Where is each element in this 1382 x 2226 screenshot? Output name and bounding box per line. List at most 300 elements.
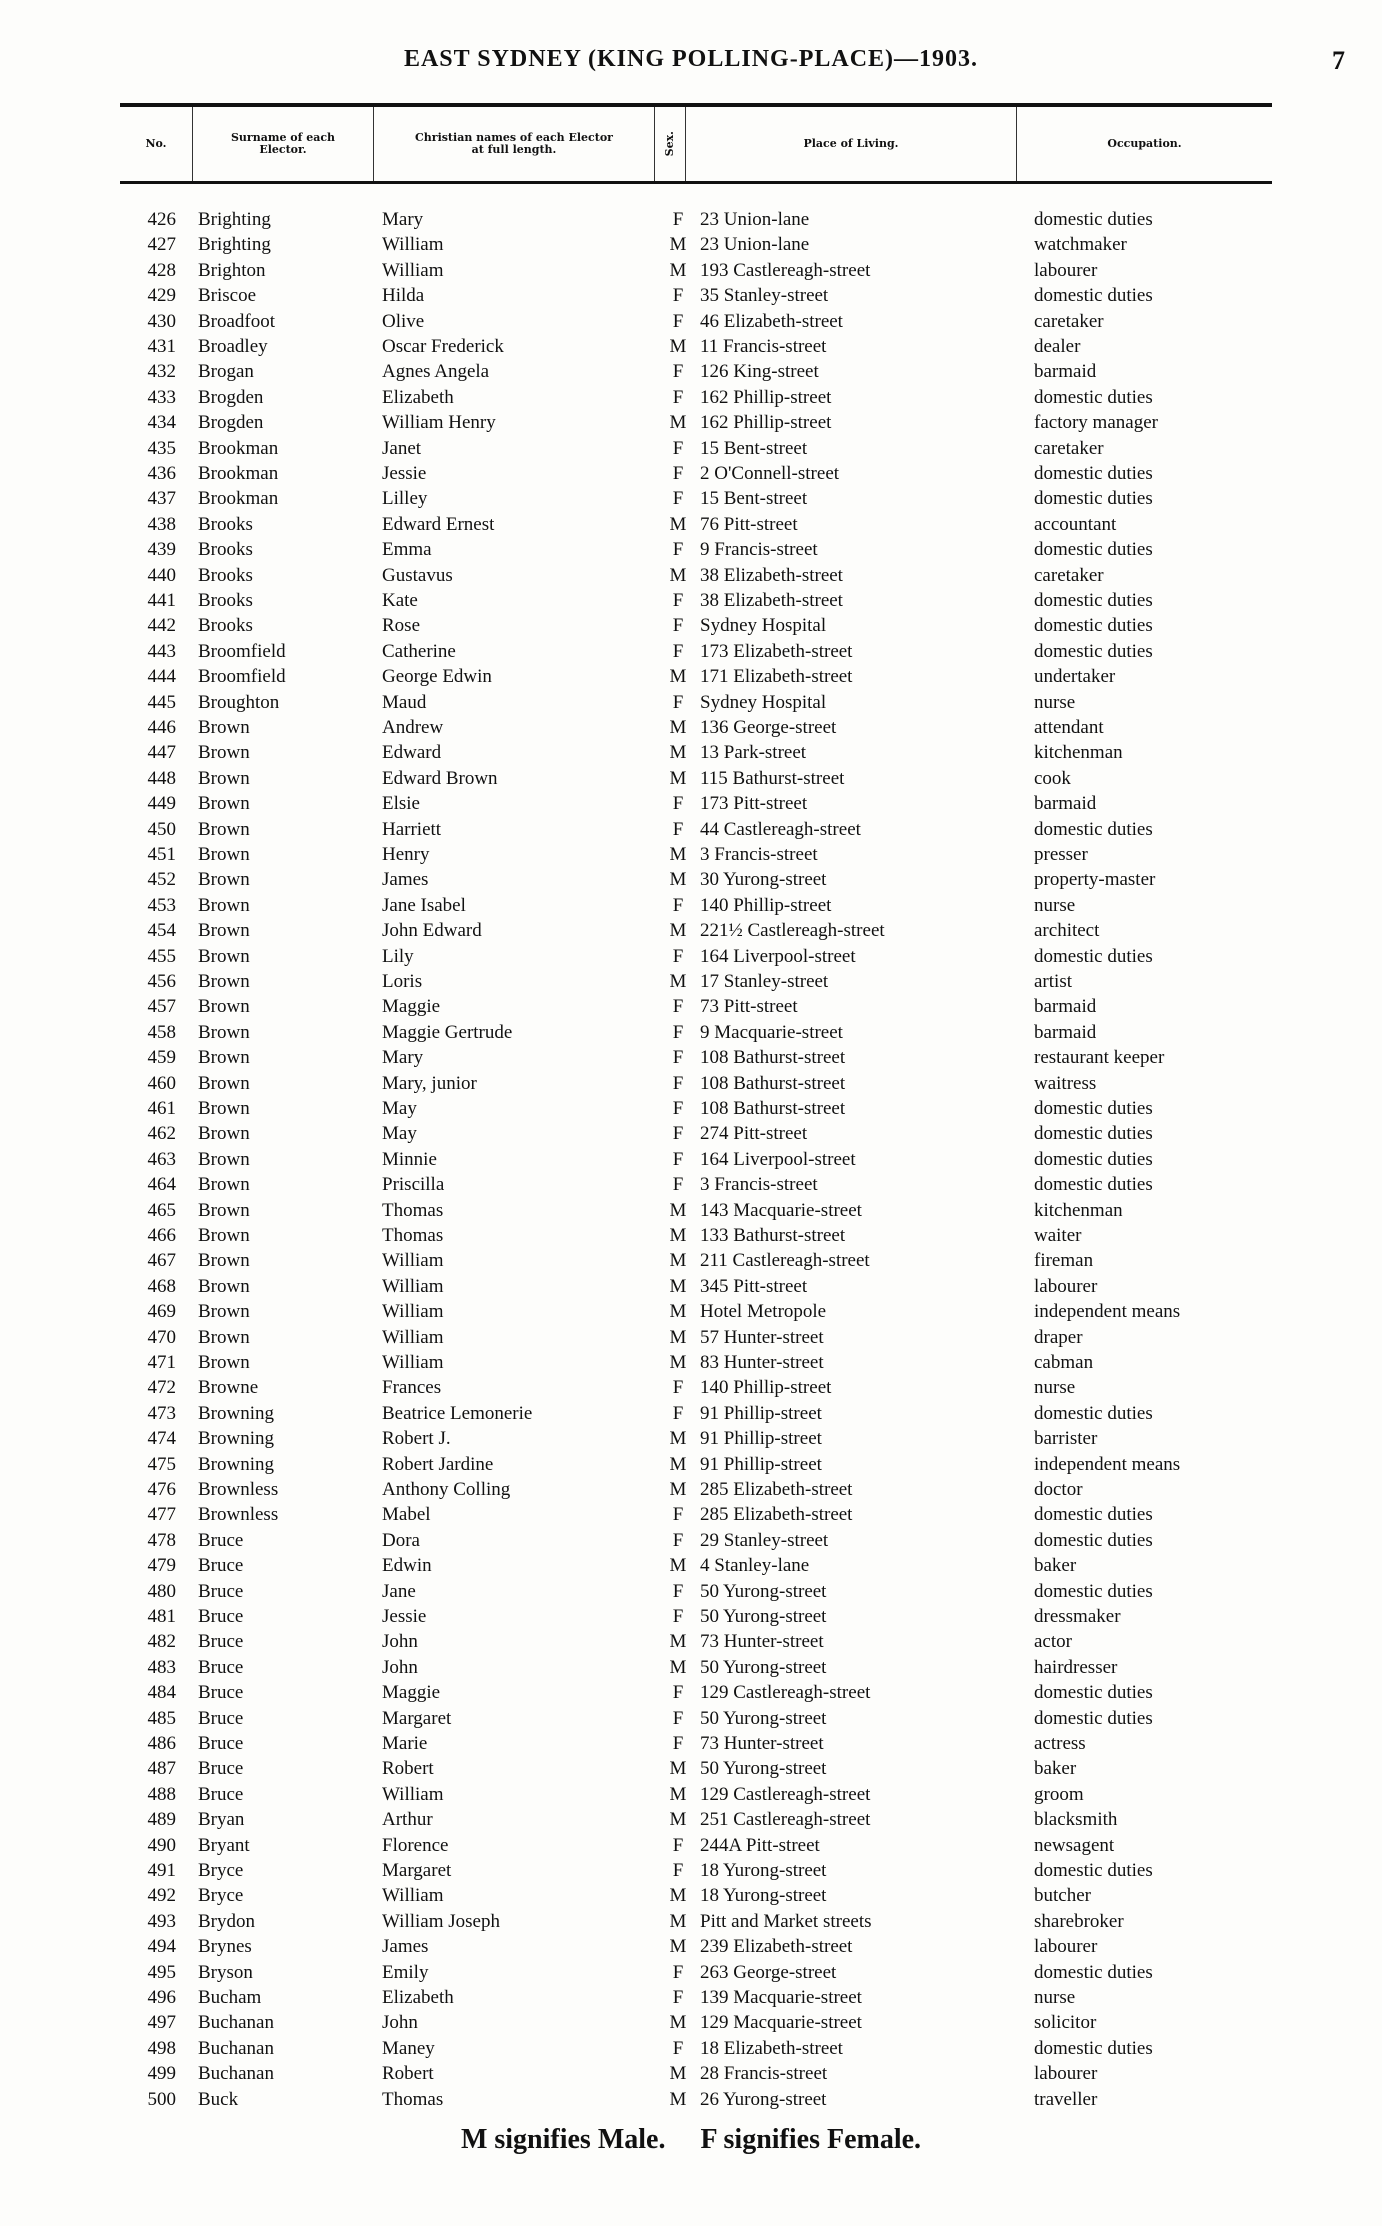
elector-christian-names: Arthur	[382, 1809, 433, 1831]
elector-sex: M	[669, 666, 687, 688]
elector-surname: Brown	[198, 1326, 250, 1348]
elector-christian-names: Mary, junior	[382, 1072, 477, 1094]
elector-occupation: restaurant keeper	[1034, 1047, 1165, 1069]
elector-christian-names: Hilda	[382, 285, 425, 307]
elector-christian-names: Robert	[382, 2063, 434, 2085]
elector-occupation: independent means	[1034, 1453, 1181, 1475]
elector-christian-names: Gustavus	[382, 564, 453, 586]
elector-occupation: actor	[1034, 1631, 1072, 1653]
table-row	[0, 385, 1382, 410]
elector-place-of-living: 140 Phillip-street	[700, 894, 832, 916]
elector-place-of-living: 285 Elizabeth-street	[700, 1504, 853, 1526]
elector-place-of-living: 173 Pitt-street	[700, 793, 808, 815]
table-row	[0, 2087, 1382, 2112]
elector-sex: F	[672, 437, 684, 459]
page-number: 7	[1332, 46, 1345, 75]
header-sex: Sex.	[663, 131, 676, 157]
elector-place-of-living: 15 Bent-street	[700, 488, 808, 510]
elector-christian-names: Oscar Frederick	[382, 336, 504, 357]
elector-christian-names: Marie	[382, 1733, 428, 1754]
elector-place-of-living: 35 Stanley-street	[700, 285, 829, 307]
table-row	[0, 1934, 1382, 1959]
elector-occupation: caretaker	[1034, 310, 1104, 332]
elector-place-of-living: 18 Yurong-street	[700, 1860, 827, 1881]
elector-place-of-living: 50 Yurong-street	[700, 1758, 827, 1780]
elector-sex: M	[669, 920, 687, 942]
elector-surname: Brown	[198, 894, 250, 916]
table-row	[0, 359, 1382, 384]
elector-surname: Brooks	[198, 564, 253, 586]
elector-occupation: domestic duties	[1034, 1860, 1153, 1881]
elector-sex: F	[672, 2037, 684, 2059]
elector-number: 477	[147, 1504, 176, 1526]
table-row	[0, 1248, 1382, 1273]
table-row	[0, 1858, 1382, 1883]
elector-number: 430	[147, 310, 176, 332]
elector-number: 478	[147, 1529, 176, 1551]
table-row	[0, 1274, 1382, 1299]
elector-occupation: attendant	[1034, 717, 1104, 738]
header-no: No.	[145, 137, 167, 150]
table-row	[0, 1426, 1382, 1451]
elector-surname: Bruce	[198, 1707, 244, 1729]
elector-place-of-living: 171 Elizabeth-street	[700, 666, 853, 688]
legend-footer	[0, 2124, 1382, 2156]
elector-christian-names: Edward Ernest	[382, 513, 495, 535]
table-row	[0, 1833, 1382, 1858]
elector-occupation: architect	[1034, 920, 1100, 942]
elector-christian-names: Henry	[382, 844, 430, 865]
elector-occupation: dealer	[1034, 336, 1081, 357]
elector-number: 494	[147, 1936, 176, 1958]
elector-place-of-living: 76 Pitt-street	[700, 513, 798, 535]
elector-surname: Brynes	[198, 1936, 252, 1958]
elector-surname: Browning	[198, 1428, 274, 1450]
elector-christian-names: Emma	[382, 539, 432, 561]
elector-occupation: fireman	[1034, 1250, 1094, 1272]
elector-place-of-living: 239 Elizabeth-street	[700, 1936, 853, 1958]
elector-number: 461	[147, 1098, 176, 1119]
elector-place-of-living: 345 Pitt-street	[700, 1275, 808, 1297]
elector-sex: F	[672, 488, 684, 510]
elector-occupation: baker	[1034, 1758, 1077, 1780]
elector-sex: M	[669, 1758, 687, 1780]
elector-number: 443	[147, 640, 176, 662]
elector-place-of-living: 162 Phillip-street	[700, 412, 832, 434]
table-row	[0, 334, 1382, 359]
elector-christian-names: Thomas	[382, 1199, 444, 1221]
elector-number: 486	[147, 1733, 176, 1754]
elector-surname: Broughton	[198, 691, 280, 713]
elector-occupation: nurse	[1034, 1377, 1076, 1399]
elector-sex: M	[669, 336, 687, 357]
elector-surname: Brown	[198, 844, 250, 865]
elector-christian-names: Priscilla	[382, 1174, 445, 1196]
elector-occupation: nurse	[1034, 894, 1076, 916]
elector-sex: F	[672, 361, 684, 383]
elector-occupation: waitress	[1034, 1072, 1097, 1094]
elector-number: 465	[147, 1199, 176, 1221]
elector-sex: F	[672, 1504, 684, 1526]
elector-number: 441	[147, 590, 176, 611]
elector-place-of-living: 50 Yurong-street	[700, 1656, 827, 1678]
elector-sex: M	[669, 1275, 687, 1297]
elector-occupation: hairdresser	[1034, 1656, 1118, 1678]
elector-place-of-living: 28 Francis-street	[700, 2063, 828, 2085]
table-row	[0, 1350, 1382, 1375]
elector-sex: M	[669, 1352, 687, 1373]
elector-sex: F	[672, 1529, 684, 1551]
elector-christian-names: Jessie	[382, 463, 427, 484]
table-row	[0, 1782, 1382, 1807]
elector-surname: Bruce	[198, 1758, 244, 1780]
elector-sex: M	[669, 259, 687, 281]
elector-number: 482	[147, 1631, 176, 1653]
elector-christian-names: William	[382, 1783, 444, 1805]
elector-number: 474	[147, 1428, 176, 1450]
header-occupation: Occupation.	[1107, 137, 1182, 150]
elector-number: 500	[147, 2088, 176, 2110]
elector-surname: Brown	[198, 996, 250, 1018]
table-header	[120, 103, 1272, 184]
legend-male: M signifies Male.	[460, 2124, 666, 2155]
elector-christian-names: Catherine	[382, 640, 456, 662]
elector-place-of-living: 50 Yurong-street	[700, 1580, 827, 1602]
elector-surname: Brown	[198, 1072, 250, 1094]
elector-surname: Brown	[198, 1250, 250, 1272]
table-row	[0, 1299, 1382, 1324]
elector-surname: Brown	[198, 717, 250, 738]
elector-place-of-living: 9 Francis-street	[700, 539, 818, 561]
elector-occupation: domestic duties	[1034, 1148, 1153, 1170]
table-row	[0, 1960, 1382, 1985]
elector-surname: Brooks	[198, 590, 253, 611]
elector-christian-names: Minnie	[382, 1148, 437, 1170]
elector-christian-names: Andrew	[382, 717, 444, 738]
elector-occupation: nurse	[1034, 1987, 1076, 2008]
elector-christian-names: Kate	[382, 590, 418, 611]
table-row	[0, 867, 1382, 892]
elector-sex: F	[672, 1047, 684, 1069]
elector-occupation: dressmaker	[1034, 1606, 1121, 1627]
elector-sex: F	[672, 1123, 684, 1145]
table-row	[0, 563, 1382, 588]
elector-surname: Broomfield	[198, 666, 286, 688]
elector-number: 427	[147, 234, 176, 256]
elector-number: 459	[147, 1047, 176, 1069]
elector-sex: F	[672, 1860, 684, 1881]
elector-number: 466	[147, 1225, 176, 1246]
elector-number: 468	[147, 1275, 176, 1297]
elector-surname: Brown	[198, 1098, 250, 1119]
elector-occupation: domestic duties	[1034, 1961, 1153, 1983]
elector-christian-names: John	[382, 1656, 418, 1678]
elector-sex: M	[669, 1225, 687, 1246]
elector-occupation: domestic duties	[1034, 285, 1153, 307]
elector-sex: F	[672, 1987, 684, 2008]
elector-sex: F	[672, 818, 684, 840]
elector-number: 492	[147, 1885, 176, 1907]
elector-christian-names: William	[382, 234, 444, 256]
table-row	[0, 1325, 1382, 1350]
elector-occupation: domestic duties	[1034, 1174, 1153, 1196]
table-row	[0, 1477, 1382, 1502]
elector-sex: F	[672, 640, 684, 662]
elector-number: 493	[147, 1910, 176, 1932]
elector-christian-names: Robert J.	[382, 1428, 451, 1450]
elector-sex: F	[672, 1733, 684, 1754]
table-row	[0, 1883, 1382, 1908]
elector-sex: M	[669, 717, 687, 738]
elector-place-of-living: Pitt and Market streets	[700, 1910, 872, 1932]
elector-surname: Brown	[198, 1352, 250, 1373]
elector-christian-names: Olive	[382, 310, 425, 332]
elector-surname: Brown	[198, 1174, 250, 1196]
elector-occupation: accountant	[1034, 513, 1117, 535]
elector-number: 448	[147, 767, 176, 789]
elector-sex: F	[672, 945, 684, 967]
elector-surname: Brown	[198, 1148, 250, 1170]
elector-christian-names: Beatrice Lemonerie	[382, 1402, 533, 1424]
elector-sex: F	[672, 386, 684, 408]
elector-christian-names: William	[382, 1885, 444, 1907]
elector-occupation: cabman	[1034, 1352, 1094, 1373]
elector-christian-names: Florence	[382, 1834, 449, 1856]
elector-surname: Bruce	[198, 1783, 244, 1805]
elector-surname: Buchanan	[198, 2037, 274, 2059]
elector-surname: Brown	[198, 1021, 250, 1043]
elector-place-of-living: 57 Hunter-street	[700, 1326, 824, 1348]
elector-christian-names: John Edward	[382, 920, 482, 942]
elector-sex: M	[669, 2063, 687, 2085]
elector-occupation: domestic duties	[1034, 1682, 1153, 1704]
elector-surname: Bryce	[198, 1860, 244, 1881]
elector-occupation: nurse	[1034, 691, 1076, 713]
elector-christian-names: Rose	[382, 615, 420, 637]
elector-surname: Bruce	[198, 1656, 244, 1678]
elector-occupation: draper	[1034, 1326, 1083, 1348]
elector-surname: Bruce	[198, 1529, 244, 1551]
elector-sex: M	[669, 234, 687, 256]
table-row	[0, 1756, 1382, 1781]
elector-surname: Bruce	[198, 1733, 244, 1754]
elector-number: 487	[147, 1758, 176, 1780]
table-row	[0, 1198, 1382, 1223]
elector-place-of-living: 193 Castlereagh-street	[700, 259, 871, 281]
elector-number: 450	[147, 818, 176, 840]
elector-christian-names: William Henry	[382, 412, 496, 434]
elector-number: 483	[147, 1656, 176, 1678]
table-row	[0, 1045, 1382, 1070]
table-row	[0, 436, 1382, 461]
elector-occupation: barmaid	[1034, 793, 1097, 815]
elector-number: 428	[147, 259, 176, 281]
elector-place-of-living: 126 King-street	[700, 361, 819, 383]
elector-number: 473	[147, 1402, 176, 1424]
elector-number: 440	[147, 564, 176, 586]
elector-christian-names: Mary	[382, 1047, 424, 1069]
elector-sex: F	[672, 793, 684, 815]
elector-surname: Buchanan	[198, 2063, 274, 2085]
elector-occupation: barmaid	[1034, 1021, 1097, 1043]
elector-place-of-living: 91 Phillip-street	[700, 1428, 822, 1450]
elector-sex: M	[669, 1326, 687, 1348]
elector-place-of-living: 162 Phillip-street	[700, 386, 832, 408]
elector-place-of-living: 18 Yurong-street	[700, 1885, 827, 1907]
elector-sex: F	[672, 1098, 684, 1119]
table-row	[0, 258, 1382, 283]
table-row	[0, 664, 1382, 689]
elector-number: 497	[147, 2012, 176, 2034]
elector-place-of-living: 30 Yurong-street	[700, 869, 827, 891]
table-row	[0, 588, 1382, 613]
elector-surname: Brighton	[198, 259, 266, 281]
elector-christian-names: Edward Brown	[382, 767, 498, 789]
elector-surname: Bucham	[198, 1987, 262, 2008]
elector-occupation: newsagent	[1034, 1834, 1115, 1856]
table-row	[0, 2036, 1382, 2061]
elector-place-of-living: 143 Macquarie-street	[700, 1199, 862, 1221]
elector-number: 439	[147, 539, 176, 561]
elector-number: 444	[147, 666, 176, 688]
elector-occupation: domestic duties	[1034, 590, 1153, 611]
elector-surname: Brown	[198, 971, 250, 992]
elector-christian-names: Harriett	[382, 818, 442, 840]
table-row	[0, 994, 1382, 1019]
elector-occupation: kitchenman	[1034, 742, 1123, 764]
elector-christian-names: Thomas	[382, 2088, 444, 2110]
table-row	[0, 715, 1382, 740]
elector-occupation: doctor	[1034, 1479, 1083, 1500]
elector-christian-names: Elsie	[382, 793, 420, 815]
elector-sex: F	[672, 1174, 684, 1196]
elector-christian-names: Edward	[382, 742, 442, 764]
table-row	[0, 791, 1382, 816]
elector-number: 470	[147, 1326, 176, 1348]
elector-surname: Bruce	[198, 1555, 244, 1577]
elector-number: 463	[147, 1148, 176, 1170]
elector-sex: F	[672, 1961, 684, 1983]
elector-number: 445	[147, 691, 176, 713]
table-row	[0, 1020, 1382, 1045]
elector-occupation: barrister	[1034, 1428, 1098, 1450]
table-row	[0, 842, 1382, 867]
elector-occupation: baker	[1034, 1555, 1077, 1577]
elector-number: 460	[147, 1072, 176, 1094]
elector-number: 469	[147, 1301, 176, 1323]
elector-occupation: caretaker	[1034, 437, 1104, 459]
elector-place-of-living: 251 Castlereagh-street	[700, 1809, 871, 1831]
elector-sex: F	[672, 285, 684, 307]
elector-christian-names: Dora	[382, 1529, 420, 1551]
elector-place-of-living: 50 Yurong-street	[700, 1606, 827, 1627]
table-row	[0, 1223, 1382, 1248]
elector-sex: F	[672, 310, 684, 332]
elector-surname: Brookman	[198, 463, 279, 484]
table-row	[0, 1579, 1382, 1604]
elector-occupation: domestic duties	[1034, 463, 1153, 484]
elector-place-of-living: 140 Phillip-street	[700, 1377, 832, 1399]
elector-place-of-living: 263 George-street	[700, 1961, 837, 1983]
elector-number: 449	[147, 793, 176, 815]
elector-christian-names: Maggie Gertrude	[382, 1021, 513, 1043]
table-row	[0, 1604, 1382, 1629]
elector-sex: F	[672, 539, 684, 561]
elector-sex: M	[669, 564, 687, 586]
elector-place-of-living: 91 Phillip-street	[700, 1453, 822, 1475]
elector-christian-names: William	[382, 1250, 444, 1272]
elector-surname: Browne	[198, 1377, 259, 1399]
table-row	[0, 1121, 1382, 1146]
elector-number: 458	[147, 1021, 176, 1043]
elector-place-of-living: 83 Hunter-street	[700, 1352, 824, 1373]
elector-number: 453	[147, 894, 176, 916]
table-row	[0, 1375, 1382, 1400]
elector-occupation: domestic duties	[1034, 1123, 1153, 1145]
elector-occupation: domestic duties	[1034, 209, 1153, 230]
elector-place-of-living: 15 Bent-street	[700, 437, 808, 459]
table-row	[0, 1629, 1382, 1654]
elector-surname: Browning	[198, 1453, 274, 1475]
elector-sex: M	[669, 1631, 687, 1653]
elector-occupation: domestic duties	[1034, 818, 1153, 840]
table-row	[0, 232, 1382, 257]
elector-christian-names: Robert Jardine	[382, 1453, 494, 1475]
elector-place-of-living: Sydney Hospital	[700, 615, 827, 637]
elector-surname: Brown	[198, 1047, 250, 1069]
elector-surname: Brown	[198, 793, 250, 815]
elector-place-of-living: 73 Hunter-street	[700, 1631, 824, 1653]
elector-sex: F	[672, 1707, 684, 1729]
elector-number: 457	[147, 996, 176, 1018]
elector-surname: Brown	[198, 945, 250, 967]
elector-place-of-living: 4 Stanley-lane	[700, 1555, 810, 1577]
elector-number: 496	[147, 1987, 176, 2008]
elector-place-of-living: 164 Liverpool-street	[700, 1148, 856, 1170]
elector-sex: M	[669, 1936, 687, 1958]
elector-surname: Bryson	[198, 1961, 253, 1983]
elector-occupation: domestic duties	[1034, 1098, 1153, 1119]
table-row	[0, 1731, 1382, 1756]
elector-number: 462	[147, 1123, 176, 1145]
elector-surname: Broadfoot	[198, 310, 276, 332]
elector-sex: F	[672, 590, 684, 611]
elector-occupation: artist	[1034, 971, 1072, 992]
elector-christian-names: Elizabeth	[382, 1987, 454, 2008]
elector-christian-names: Agnes Angela	[382, 361, 490, 383]
elector-sex: F	[672, 894, 684, 916]
elector-christian-names: William	[382, 1301, 444, 1323]
elector-number: 489	[147, 1809, 176, 1831]
elector-occupation: labourer	[1034, 2063, 1098, 2085]
elector-place-of-living: 164 Liverpool-street	[700, 945, 856, 967]
elector-place-of-living: 26 Yurong-street	[700, 2088, 827, 2110]
elector-place-of-living: 29 Stanley-street	[700, 1529, 829, 1551]
header-christian-names: Christian names of each Elector at full length.	[415, 131, 613, 156]
elector-sex: M	[669, 513, 687, 535]
elector-place-of-living: 221½ Castlereagh-street	[700, 920, 885, 942]
elector-number: 479	[147, 1555, 176, 1577]
elector-occupation: watchmaker	[1034, 234, 1127, 256]
table-row	[0, 1147, 1382, 1172]
elector-place-of-living: 129 Castlereagh-street	[700, 1783, 871, 1805]
elector-occupation: domestic duties	[1034, 640, 1153, 662]
elector-sex: M	[669, 2088, 687, 2110]
elector-christian-names: Jane Isabel	[382, 894, 466, 916]
elector-place-of-living: 2 O'Connell-street	[700, 463, 840, 484]
elector-christian-names: May	[382, 1098, 417, 1119]
elector-number: 495	[147, 1961, 176, 1983]
